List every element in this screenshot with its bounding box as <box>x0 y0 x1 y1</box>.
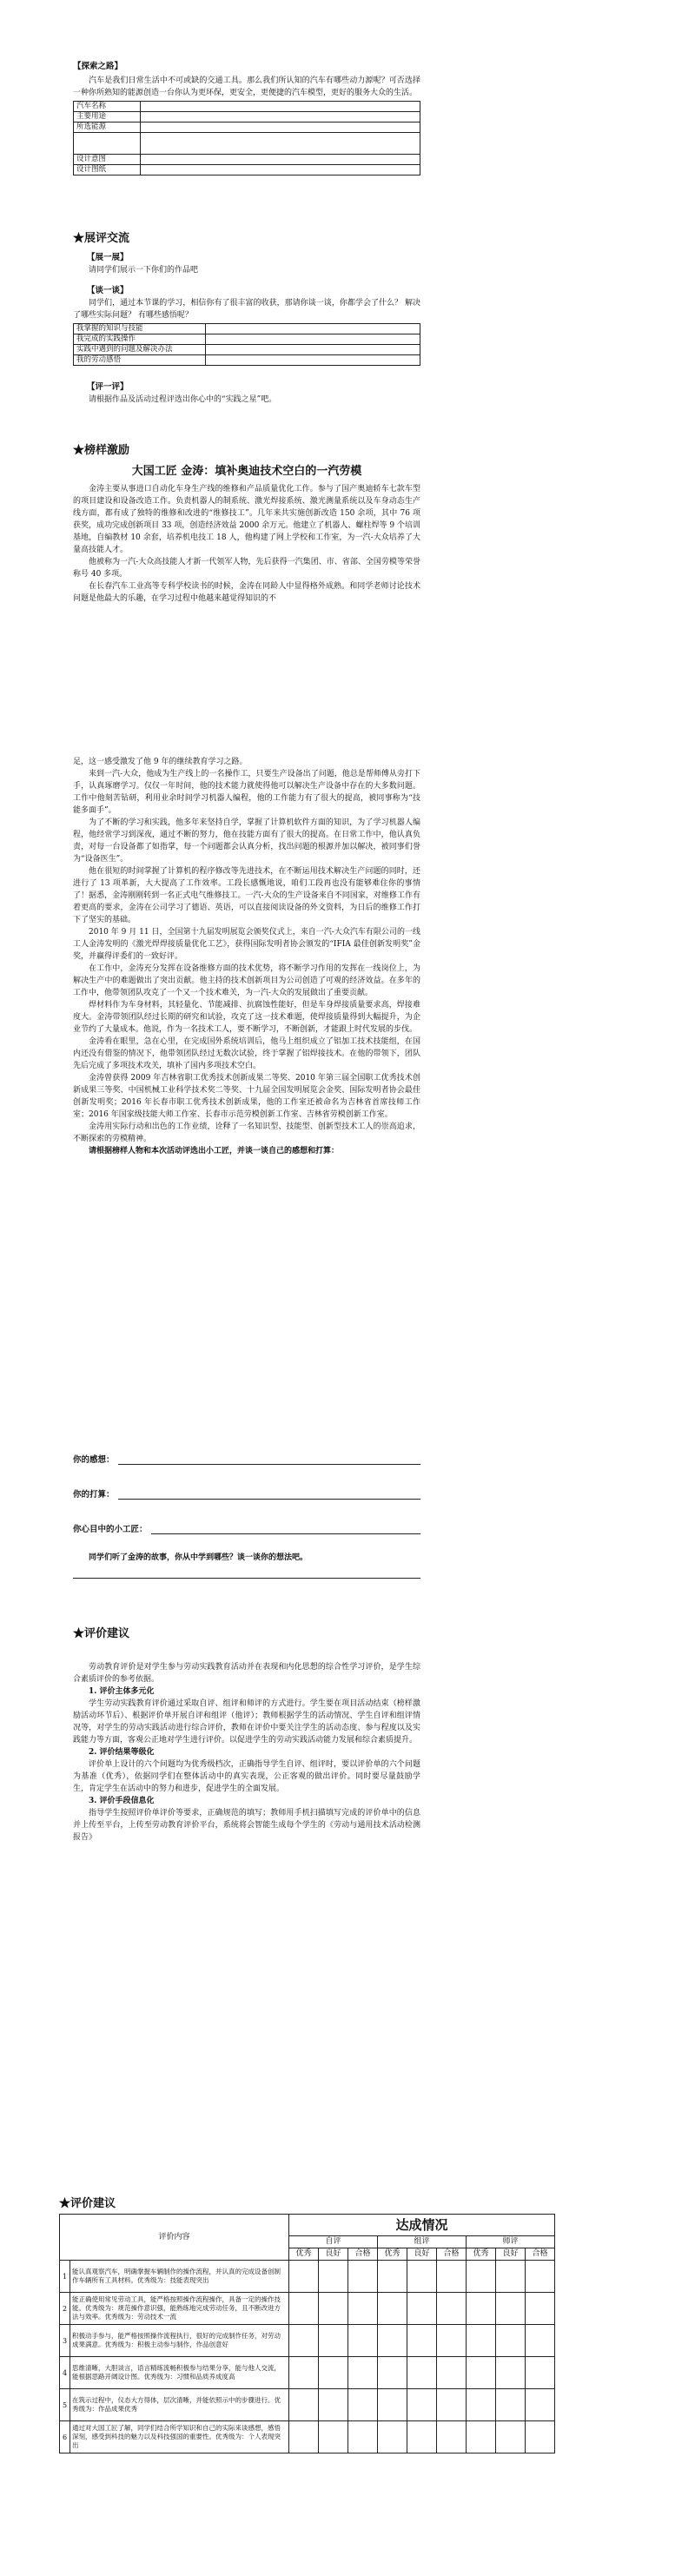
form-label-intent: 设计意图 <box>74 155 141 165</box>
eval-level: 优秀 <box>378 2248 407 2261</box>
eval-cell[interactable] <box>319 2261 348 2293</box>
suggest-heading: ★评价建议 <box>73 1627 130 1640</box>
form-value-blank[interactable] <box>141 133 420 155</box>
eval-cell[interactable] <box>289 2421 319 2453</box>
eval-cell[interactable] <box>496 2261 526 2293</box>
eval-row-num: 1 <box>60 2261 70 2293</box>
suggest-para-4: 指导学生按照评价单评价等要求，正确规范的填写；教师用手机扫描填写完成的评价单中的信息并上传至平台，上传至劳动教育评价平台，系统将会智能生成每个学生的《劳动与通用技术活动检测报告》 <box>73 1809 420 1842</box>
eval-row-text: 思维清晰，大胆谈言，语言精练流畅积极参与结果分享，能与他人交流，能根据思路开阔设计图。优秀级为：习惯和品质养成度高 <box>70 2357 289 2389</box>
form-label-name: 汽车名称 <box>74 102 141 112</box>
eval-cell[interactable] <box>526 2261 555 2293</box>
show-heading: 【展一展】 <box>87 253 129 262</box>
eval-row-num: 4 <box>60 2357 70 2389</box>
eval-cell[interactable] <box>526 2421 555 2453</box>
model-heading: ★榜样激励 <box>73 444 130 457</box>
suggest-sub-3: 3. 评价手段信息化 <box>89 1797 155 1805</box>
article-para-a3: 在长春汽车工业高等专科学校读书的时候，金涛在同龄人中显得格外成熟。和同学老师讨论技术问题是他最大的乐趣，在学习过程中他越来越觉得知识的不 <box>73 582 420 603</box>
reflection-table <box>73 323 420 366</box>
eval-level: 优秀 <box>289 2248 319 2261</box>
article-para-b3: 为了不断的学习和实践，他多年来坚持自学，掌握了计算机软件方面的知识，为了学习机器人编程，他经常学习到深夜，通过不断的努力，他在技能方面有了很大的提高。在日常工作中，他认真负责，对每一台设备都了如指掌，每一个问题都会认真分析，找出问题的根源并加以解决，被同事们誉为“设备医生”。 <box>73 818 420 864</box>
reflection-value-practice[interactable] <box>206 334 420 345</box>
reflection-value-feelings[interactable] <box>206 355 420 366</box>
model-section <box>73 443 420 605</box>
eval-cell[interactable] <box>348 2389 378 2421</box>
reflection-value-skills[interactable] <box>206 324 420 334</box>
fill-plans-label: 你的打算： <box>73 1490 115 1500</box>
eval-row-text: 通过对大国工匠了解，同学们结合所学知识和自己的实际来谈感想，感悟深刻，感受到科技的魅力以及科技强国的重要性。优秀级为：个人表现突出 <box>70 2421 289 2453</box>
suggest-sub-2: 2. 评价结果等级化 <box>89 1748 155 1757</box>
eval-title: 达成情况 <box>289 2215 555 2236</box>
eval-cell[interactable] <box>407 2261 437 2293</box>
eval-cell[interactable] <box>496 2389 526 2421</box>
review-heading: ★展评交流 <box>73 232 130 245</box>
form-value-intent[interactable] <box>141 155 420 165</box>
eval-cell[interactable] <box>467 2389 496 2421</box>
eval-cell[interactable] <box>348 2357 378 2389</box>
eval-cell[interactable] <box>289 2357 319 2389</box>
show-text: 请同学们展示一下你们的作品吧 <box>89 266 199 275</box>
reflection-label-feelings: 我的劳动感悟 <box>74 355 206 366</box>
fill-craftsman[interactable] <box>73 1522 420 1534</box>
talk-text: 同学们，通过本节课的学习，相信你有了很丰富的收获，那请你谈一谈，你都学会了什么？ 解决了哪些实际问题？ 有哪些感悟呢？ <box>73 299 420 320</box>
eval-level: 良好 <box>407 2248 437 2261</box>
fill-plans[interactable] <box>73 1487 420 1500</box>
form-value-use[interactable] <box>141 112 420 123</box>
eval-cell[interactable] <box>407 2389 437 2421</box>
eval-cell[interactable] <box>437 2421 467 2453</box>
suggest-section <box>73 1626 420 1844</box>
suggest-body <box>73 1661 420 1844</box>
eval-cell[interactable] <box>319 2325 348 2357</box>
eval-cell[interactable] <box>319 2389 348 2421</box>
eval-row <box>60 2293 555 2325</box>
eval-cell[interactable] <box>378 2325 407 2357</box>
eval-cell[interactable] <box>437 2389 467 2421</box>
article-para-a2: 他被称为一汽-大众高技能人才新一代领军人物，先后获得一汽集团、市、省部、全国劳模等荣誉称号 40 多项。 <box>73 558 420 579</box>
eval-row-text: 在筑示过程中，仪态大方得体，层次清晰，并能依照示中的步骤进行。优秀级为：作品成果优秀 <box>70 2389 289 2421</box>
form-label-drawing: 设计图纸 <box>74 165 141 175</box>
eval-group-teacher: 师评 <box>467 2236 555 2248</box>
explore-heading: 【探索之路】 <box>73 62 123 71</box>
eval-cell[interactable] <box>496 2357 526 2389</box>
eval-level: 良好 <box>496 2248 526 2261</box>
eval-cell[interactable] <box>407 2357 437 2389</box>
form-value-name[interactable] <box>141 102 420 112</box>
eval-cell[interactable] <box>407 2325 437 2357</box>
eval-row <box>60 2421 555 2453</box>
rate-heading: 【评一评】 <box>87 382 129 392</box>
article-para-b10: 金涛用实际行动和出色的工作业绩，诠释了一名知识型、技能型、创新型技术工人的崇高追求，不断探索的劳模精神。 <box>73 1122 420 1143</box>
suggest-para-1: 劳动教育评价是对学生参与劳动实践教育活动并在表现和内化思想的综合性学习评价，是学生综合素质评价的参考依据。 <box>73 1663 420 1684</box>
article-para-b4: 他在很短的时间掌握了计算机的程序修改等先进技术，在不断运用技术解决生产问题的同时，还进行了 13 项革新，大大提高了工作效率。工段长感慨地说，咱们工段再也没有能够难住你的事情了！据悉，金涛刚刚转到一名正式电气维修技工。一汽-大众的生产设备来自不同国家，对维修工作有着更高的要求，金涛在公司学习了德语、英语，可以直接阅读设备的外文资料，为日后的维修工作打下了坚实的基础。 <box>73 867 420 924</box>
eval-row-num: 6 <box>60 2421 70 2453</box>
eval-level: 良好 <box>319 2248 348 2261</box>
rate-text: 请根据作品及活动过程评选出你心中的“实践之星”吧。 <box>89 395 277 404</box>
article-para-b5: 2010 年 9 月 11 日，全国第十九届发明展览会颁奖仪式上，来自一汽-大众汽车有限公司的一线工人金涛发明的《激光焊焊接质量优化工艺》，获得国际发明者协会颁发的“IFIA 最佳创新发明奖”金奖，并赢得评委们的一致好评。 <box>73 928 420 961</box>
article-para-b9: 金涛曾获得 2009 年吉林省职工优秀技术创新成果二等奖、2010 年第三届全国职工优秀技术创新成果三等奖、中国机械工业科学技术奖二等奖、十九届全国发明展览会金奖、国际发明者协会最佳创新发明奖；2016 年长春市职工优秀技术创新成果，他的工作室还被命名为吉林省首席技师工作室；2016 年国家级技能大师工作室、长春市示范劳模创新工作室、吉林省劳模创新工作室。 <box>73 1074 420 1119</box>
eval-group-self: 自评 <box>289 2236 378 2248</box>
reflection-value-problems[interactable] <box>206 345 420 355</box>
fill-craftsman-label: 你心目中的小工匠： <box>73 1525 148 1534</box>
fill-thoughts[interactable] <box>73 1453 420 1465</box>
eval-level: 优秀 <box>467 2248 496 2261</box>
eval-cell[interactable] <box>467 2293 496 2325</box>
eval-cell[interactable] <box>467 2357 496 2389</box>
article-para-b2: 来到一汽-大众，他成为生产线上的一名操作工，只要生产设备出了问题，他总是帮师傅从旁打下手，认真琢磨学习。仅仅一年时间，他的技术能力就使得他可以解决生产设备中存在的大多数问题。工作中他刻苦钻研，利用业余时间学习机器人编程，他的工作能力有了很大的提高，被同事称为“技能多面手”。 <box>73 770 420 815</box>
eval-row-num: 5 <box>60 2389 70 2421</box>
form-value-energy[interactable] <box>141 123 420 133</box>
eval-cell[interactable] <box>378 2261 407 2293</box>
form-label-use: 主要用途 <box>74 112 141 123</box>
article-para-b1: 足，这一感受激发了他 9 年的继续教育学习之路。 <box>73 758 248 766</box>
eval-row <box>60 2389 555 2421</box>
eval-cell[interactable] <box>467 2421 496 2453</box>
eval-cell[interactable] <box>319 2293 348 2325</box>
car-design-form <box>73 101 420 175</box>
eval-cell[interactable] <box>526 2293 555 2325</box>
eval-row-text: 积极动手参与，能严格按照操作流程执行，很好的完成制作任务，对劳动成果满意。优秀级为：积极主动参与制作，作品创意好 <box>70 2325 289 2357</box>
eval-cell[interactable] <box>348 2325 378 2357</box>
suggest-para-3: 评价单上设计的六个问题均为优秀级档次，正确指导学生自评、组评时，要以评价单的六个问题为基准（优秀），依据同学们在整体活动中的真实表现，公正客观的做出评价。同时要尽量鼓励学生，肯定学生在活动中的努力和进步，促进学生的全面发展。 <box>73 1760 420 1793</box>
eval-cell[interactable] <box>348 2421 378 2453</box>
eval-cell[interactable] <box>467 2325 496 2357</box>
review-section <box>73 231 420 406</box>
article-title: 大国工匠 金涛：填补奥迪技术空白的一汽劳模 <box>131 465 362 478</box>
eval-row <box>60 2357 555 2389</box>
eval-cell[interactable] <box>289 2389 319 2421</box>
eval-cell[interactable] <box>348 2293 378 2325</box>
eval-row-text: 能正确使用常见劳动工具，能严格按照操作流程操作，具备一定的操作技能。优秀级为：规范操作意识强，能熟练地完成劳动任务，且不断改进方法与效率。优秀级为：劳动技术一流 <box>70 2293 289 2325</box>
eval-table-wrap <box>59 2214 554 2453</box>
eval-cell[interactable] <box>526 2389 555 2421</box>
eval-cell[interactable] <box>378 2421 407 2453</box>
eval-row-num: 3 <box>60 2325 70 2357</box>
eval-cell[interactable] <box>496 2421 526 2453</box>
article-para-b7: 焊材料作为车身材料，其轻量化、节能减排、抗腐蚀性能好，但是车身焊接质量要求高，焊接难度大。金涛带领团队经过长期的研究和试验，攻克了这一技术难题，使焊接质量得到大幅提升，为企业节约了大量成本。他说，作为一名技术工人，要不断学习，不断创新，才能跟上时代发展的步伐。 <box>73 1001 420 1034</box>
eval-cell[interactable] <box>437 2357 467 2389</box>
eval-cell[interactable] <box>378 2293 407 2325</box>
eval-cell[interactable] <box>348 2261 378 2293</box>
talk-heading: 【谈一谈】 <box>87 286 129 295</box>
model-section-continued <box>73 756 420 1157</box>
fill-thoughts-label: 你的感想： <box>73 1455 115 1465</box>
eval-level: 合格 <box>437 2248 467 2261</box>
article-para-b6: 在工作中，金涛充分发挥在设备维修方面的技术优势，将不断学习作用的发挥在一线岗位上，为解决生产中的难题做出了突出贡献。他主持的技术创新项目为公司创造了可观的经济效益。在多年的工作中，他带领团队攻克了一个又一个技术难关，为一汽-大众的发展做出了重要贡献。 <box>73 964 420 997</box>
eval-cell[interactable] <box>378 2357 407 2389</box>
reflection-label-practice: 我完成的实践操作 <box>74 334 206 345</box>
eval-cell[interactable] <box>289 2325 319 2357</box>
explore-intro: 汽车是我们日常生活中不可或缺的交通工具。那么我们所认知的汽车有哪些动力源呢？可否选择一种你所熟知的能源创造一台你认为更环保，更安全，更便捷的汽车模型，更好的服务大众的生活。 <box>73 76 420 97</box>
eval-cell[interactable] <box>496 2325 526 2357</box>
form-label-blank <box>74 133 141 155</box>
model-question: 同学们听了金涛的故事，你从中学到哪些？谈一谈你的想法吧。 <box>89 1553 308 1562</box>
article-para-b8: 金涛看在眼里，急在心里，在完成国外系统培训后，他马上组织成立了铝加工技术技能组，在国内还没有借鉴的情况下，他带领团队经过无数次试验，终于掌握了铝焊接技术。在他的带领下，团队先后完成了多项技术攻关，填补了国内多项技术空白。 <box>73 1037 420 1070</box>
reflection-label-skills: 我掌握的知识与技能 <box>74 324 206 334</box>
suggest-para-2: 学生劳动实践教育评价通过采取自评、组评和师评的方式进行。学生要在项目活动结束（榜样激励活动环节后）、根据评价单开展自评和组评（他评）；教师根据学生的活动情况、学生自评和组评情况等，对学生的劳动实践活动进行综合评价，教师在评价中要关注学生的活动态度、参与程度以及实践能力等方面，客观公正地对学生进行评价。以促进学生的劳动实践活动能力发展和综合素质提升。 <box>73 1699 420 1745</box>
article-para-a1: 金涛主要从事进口自动化车身生产线的维修和产品质量优化工作。参与了国产奥迪轿车七款车型的项目建设和设备改造工作。负责机器人的制系统、激光焊接系统、激光测量系统以及车身动态生产线方面，都有成了独特的维修和改进的“维修技工”。几年来共实施创新改造 150 余项，其中 76 项获奖，成功完成创新项目 33 项，创造经济效益 2000 余万元。他建立了机器人、螺柱焊等 9 个培训基地，自编教材 10 余套，培养机电技工 18 人，他构建了网上学校和工作室，为一汽-大众培养了大量高技能人才。 <box>73 485 420 554</box>
eval-cell[interactable] <box>437 2293 467 2325</box>
eval-cell[interactable] <box>496 2293 526 2325</box>
eval-cell[interactable] <box>319 2357 348 2389</box>
eval-cell[interactable] <box>289 2261 319 2293</box>
eval-row-num: 2 <box>60 2293 70 2325</box>
question-answer-line[interactable] <box>73 1567 420 1579</box>
eval-cell[interactable] <box>407 2421 437 2453</box>
eval-cell[interactable] <box>437 2261 467 2293</box>
form-value-drawing[interactable] <box>141 165 420 175</box>
reflection-label-problems: 实践中遇到的问题及解决办法 <box>74 345 206 355</box>
eval-cell[interactable] <box>437 2325 467 2357</box>
eval-content-header: 评价内容 <box>60 2215 289 2261</box>
eval-cell[interactable] <box>467 2261 496 2293</box>
eval-cell[interactable] <box>378 2389 407 2421</box>
explore-section <box>73 61 420 175</box>
eval-cell[interactable] <box>407 2293 437 2325</box>
eval-group-team: 组评 <box>378 2236 467 2248</box>
form-label-energy: 所选能源 <box>74 123 141 133</box>
suggest-sub-1: 1. 评价主体多元化 <box>89 1687 155 1696</box>
model-prompt: 请根据榜样人物和本次活动评选出小工匠，并谈一谈自己的感想和打算： <box>89 1147 340 1156</box>
eval-cell[interactable] <box>319 2421 348 2453</box>
reflection-fill-lines <box>73 1453 420 1579</box>
eval-cell[interactable] <box>289 2293 319 2325</box>
eval-cell[interactable] <box>526 2325 555 2357</box>
eval-row <box>60 2261 555 2293</box>
eval-table <box>59 2214 555 2453</box>
eval-row-text: 能认真观察汽车，明确掌握车辆制作的操作流程，并认真的完成设备创制作车辆所有工具材料。优秀级为：技能表现突出 <box>70 2261 289 2293</box>
eval-row <box>60 2325 555 2357</box>
eval-cell[interactable] <box>526 2357 555 2389</box>
eval-level: 合格 <box>526 2248 555 2261</box>
eval-table-heading: ★评价建议 <box>59 2197 116 2210</box>
eval-level: 合格 <box>348 2248 378 2261</box>
